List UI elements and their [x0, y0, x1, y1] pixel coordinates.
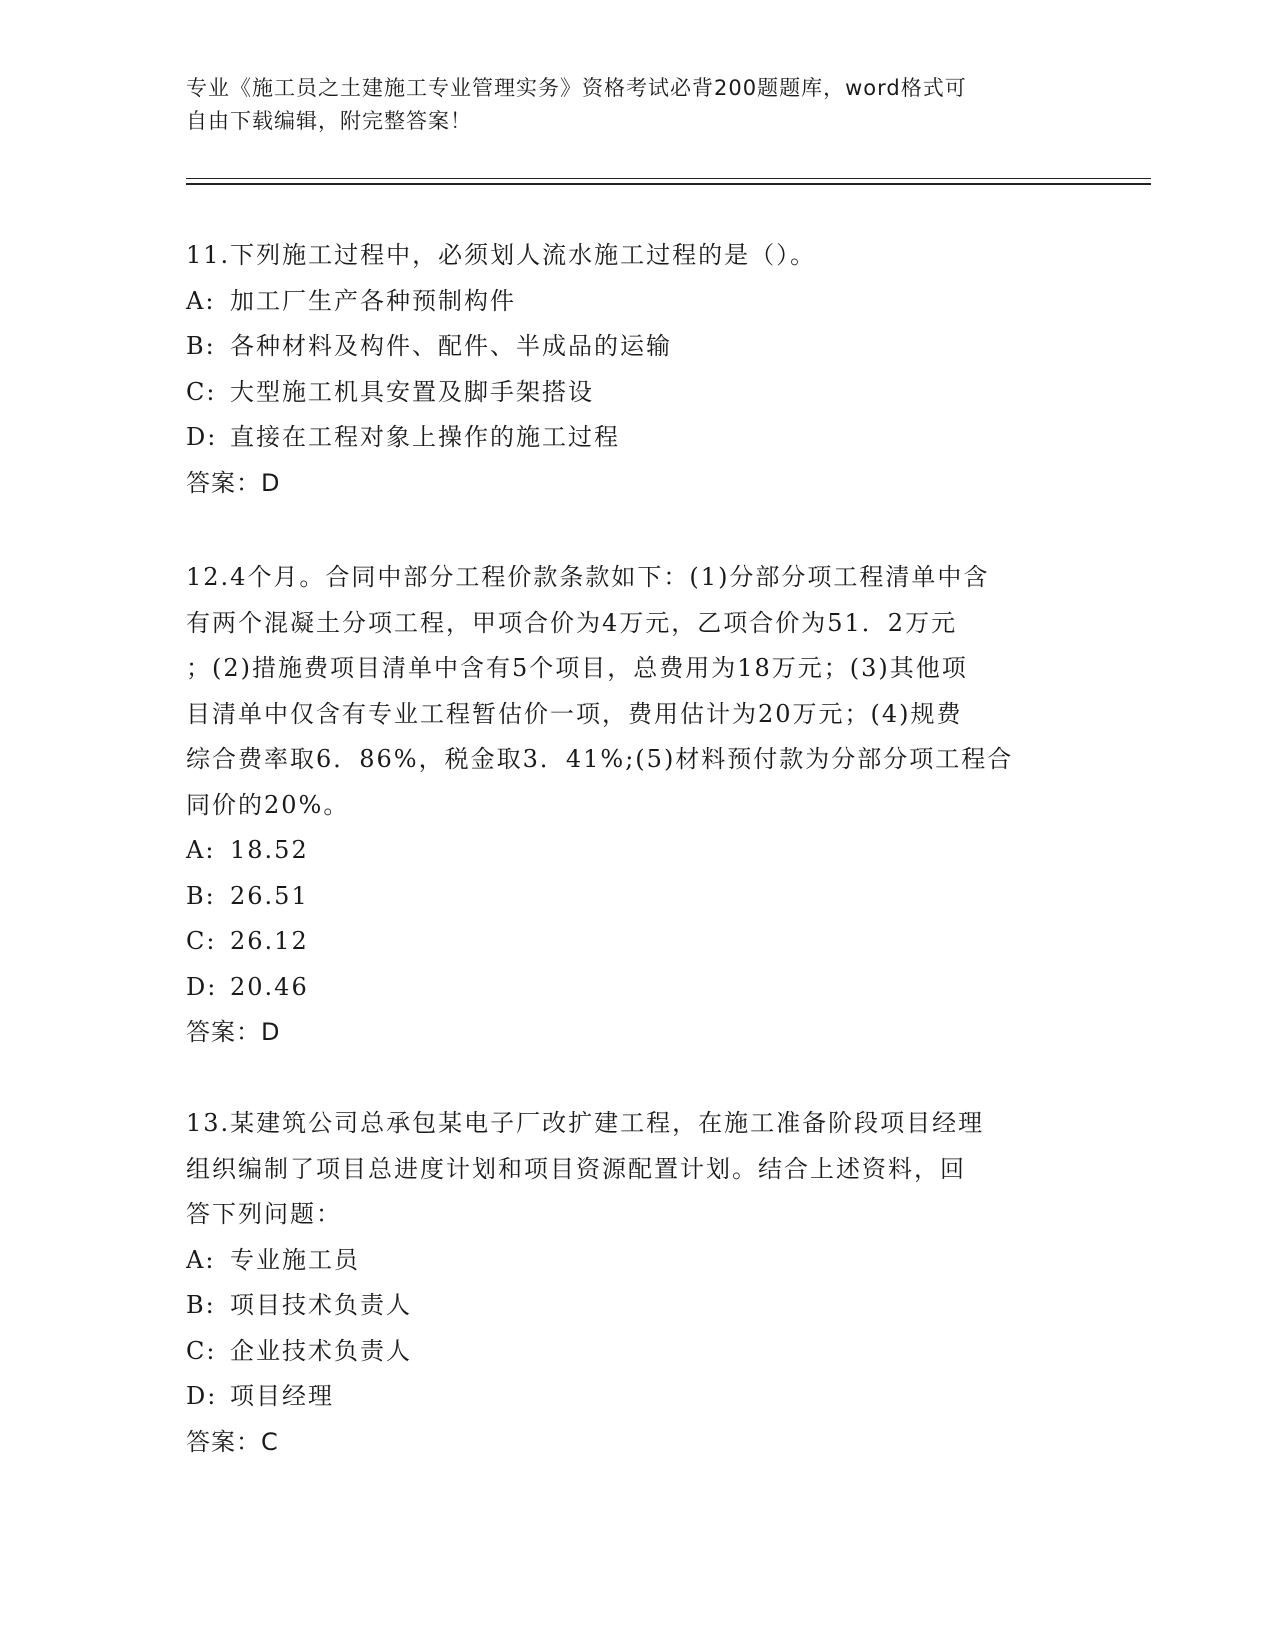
option-b — [186, 1283, 1086, 1329]
header-divider-thin — [186, 178, 1151, 179]
option-key: D: — [186, 1382, 218, 1410]
option-key: B: — [186, 1291, 216, 1319]
header-line-1: 专业《施工员之土建施工专业管理实务》资格考试必背200题题库，word格式可 — [186, 76, 967, 100]
question-text-line: ；(2)措施费项目清单中含有5个项目，总费用为18万元；(3)其他项 — [186, 654, 968, 682]
option-d — [186, 1374, 1086, 1420]
question-text-line: 11.下列施工过程中，必须划人流水施工过程的是（）。 — [186, 241, 817, 269]
option-key: B: — [186, 881, 216, 910]
question-block — [186, 1101, 1086, 1465]
option-c — [186, 1329, 1086, 1375]
question-text-line: 目清单中仅含有专业工程暂估价一项，费用估计为20万元；(4)规费 — [186, 699, 963, 728]
question-text-line: 答下列问题： — [186, 1200, 342, 1228]
option-text: 18.52 — [230, 836, 309, 864]
option-d — [186, 965, 1086, 1011]
option-text: 加工厂生产各种预制构件 — [230, 286, 516, 315]
option-a — [186, 279, 1086, 325]
option-key: D: — [186, 423, 218, 451]
option-text: 项目经理 — [230, 1382, 334, 1410]
option-b — [186, 874, 1086, 920]
option-text: 企业技术负责人 — [230, 1336, 412, 1365]
option-key: D: — [186, 972, 218, 1001]
option-d — [186, 415, 1086, 461]
option-key: C: — [186, 927, 217, 955]
header-line-2: 自由下载编辑，附完整答案！ — [186, 109, 472, 133]
question-text-line: 有两个混凝土分项工程，甲项合价为4万元，乙项合价为51．2万元 — [186, 608, 958, 637]
option-key: A: — [186, 286, 216, 315]
option-key: A: — [186, 836, 216, 864]
option-text: 20.46 — [230, 972, 309, 1001]
option-text: 26.12 — [230, 927, 309, 955]
option-text: 26.51 — [230, 881, 309, 910]
document-header — [186, 72, 1066, 138]
option-a — [186, 1238, 1086, 1284]
question-block — [186, 555, 1086, 1056]
option-key: C: — [186, 1336, 217, 1365]
option-text: 各种材料及构件、配件、半成品的运输 — [230, 332, 672, 360]
option-b — [186, 324, 1086, 370]
option-key: B: — [186, 332, 216, 360]
option-text: 直接在工程对象上操作的施工过程 — [230, 423, 620, 451]
option-key: A: — [186, 1245, 216, 1274]
question-text-line: 综合费率取6．86%，税金取3．41%;(5)材料预付款为分部分项工程合 — [186, 745, 1014, 773]
answer-line: 答案：D — [186, 468, 281, 497]
answer-line: 答案：D — [186, 1018, 281, 1046]
question-text-line: 组织编制了项目总进度计划和项目资源配置计划。结合上述资料，回 — [186, 1154, 966, 1183]
option-a — [186, 828, 1086, 874]
question-block — [186, 233, 1086, 506]
option-text: 大型施工机具安置及脚手架搭设 — [230, 377, 594, 406]
question-text-line: 13.某建筑公司总承包某电子厂改扩建工程，在施工准备阶段项目经理 — [186, 1109, 985, 1137]
question-text-line: 同价的20%。 — [186, 790, 350, 819]
option-key: C: — [186, 377, 217, 406]
option-text: 专业施工员 — [230, 1245, 360, 1274]
question-text-line: 12.4个月。合同中部分工程价款条款如下：(1)分部分项工程清单中含 — [186, 563, 990, 591]
answer-line: 答案：C — [186, 1427, 279, 1456]
option-text: 项目技术负责人 — [230, 1291, 412, 1319]
option-c — [186, 919, 1086, 965]
option-c — [186, 370, 1086, 416]
header-divider-thick — [186, 183, 1151, 185]
